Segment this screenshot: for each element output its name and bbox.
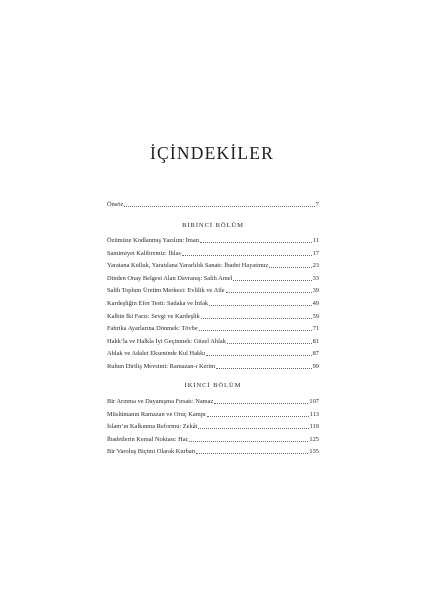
dot-leader <box>269 259 311 268</box>
toc-entry-title: Hakk’la ve Halkla İyi Geçinmek: Güzel Ahlak <box>107 337 226 345</box>
toc-entry[interactable] <box>107 444 319 457</box>
dot-leader <box>206 347 311 356</box>
toc-entry-page: 23 <box>312 262 319 270</box>
toc-entry-page: 11 <box>312 237 319 244</box>
toc-entry[interactable] <box>107 296 319 309</box>
toc-entry-page: 119 <box>309 423 319 431</box>
dot-leader <box>124 198 314 207</box>
dot-leader <box>233 272 311 281</box>
toc-entry[interactable] <box>107 346 319 359</box>
page-title: İÇİNDEKİLER <box>149 143 274 163</box>
toc-entry-preface[interactable] <box>107 197 319 210</box>
dot-leader <box>226 284 312 293</box>
toc-entry[interactable] <box>107 359 319 372</box>
section-heading-1: BİRİNCİ BÖLÜM <box>182 222 244 229</box>
toc-entry-page: 17 <box>312 249 319 257</box>
dot-leader <box>200 234 312 243</box>
toc-entry-title: Fabrika Ayarlarına Dönmek: Tövbe <box>107 325 198 333</box>
toc-entry-title: İbadetlerin Kemal Noktası: Hac <box>107 435 189 443</box>
toc-entry-page: 113 <box>309 410 319 418</box>
toc-entry-title: Kalbin İki Farzı: Sevgi ve Kardeşlik <box>107 312 200 320</box>
toc-entry-page: 39 <box>312 287 319 295</box>
section-heading-2: İKİNCİ BÖLÜM <box>184 382 242 389</box>
toc-entry[interactable] <box>107 246 319 259</box>
toc-entry-title: Müslümanın Ramazan ve Oruç Kampı <box>107 410 206 418</box>
toc-entry-title: Önsöz <box>107 201 124 208</box>
toc-entry-page: 33 <box>312 274 319 282</box>
toc-entry-title: Salih Toplum Üretim Merkezi: Evlilik ve Aile <box>107 287 225 295</box>
toc-entry-page: 87 <box>312 350 319 358</box>
toc-entry-page: 99 <box>312 362 319 370</box>
toc-entry[interactable] <box>107 233 319 246</box>
toc-entry[interactable] <box>107 407 319 420</box>
toc-entry-page: 135 <box>309 448 319 456</box>
dot-leader <box>227 335 312 344</box>
toc-entry-title: Samimiyet Kalibremiz: İhlas <box>107 249 181 257</box>
toc-entry-page: 71 <box>312 325 319 333</box>
toc-entry-title: Ruhun Diriliş Mevsimi: Ramazan-ı Kerim <box>107 362 216 370</box>
dot-leader <box>209 297 311 306</box>
toc-section-1 <box>107 233 319 372</box>
dot-leader <box>214 395 308 404</box>
toc-entry[interactable] <box>107 334 319 347</box>
toc-entry-page: 59 <box>312 312 319 320</box>
toc-entry[interactable] <box>107 309 319 322</box>
toc-entry-title: Özümüze Kodlanmış Yazılım: İman <box>107 237 199 244</box>
toc-entry[interactable] <box>107 419 319 432</box>
toc-entry-title: Bir Varoluş Biçimi Olarak Kurban <box>107 448 195 456</box>
toc-entry[interactable] <box>107 283 319 296</box>
toc-entry[interactable] <box>107 321 319 334</box>
dot-leader <box>189 433 308 442</box>
toc-entry-page: 107 <box>309 398 319 405</box>
toc-entry-title: Ahlak ve Adalet Ekseninde Kul Hakkı <box>107 350 206 358</box>
dot-leader <box>199 322 312 331</box>
toc-entry[interactable] <box>107 432 319 445</box>
toc-entry-page: 81 <box>312 337 319 345</box>
toc-entry-title: Dinden Onay Belgesi Alan Davranış: Salih Amel <box>107 274 233 282</box>
toc-entry[interactable] <box>107 271 319 284</box>
toc-entry[interactable] <box>107 258 319 271</box>
dot-leader <box>198 420 308 429</box>
toc-section-2 <box>107 394 319 457</box>
toc-entry-page: 49 <box>312 299 319 307</box>
toc-entry-title: Kardeşliğin Efor Testi: Sadaka ve İnfak <box>107 299 209 307</box>
toc-entry-page: 7 <box>315 201 319 208</box>
toc-entry-page: 125 <box>309 435 319 443</box>
toc-entry-title: Yaratana Kulluk, Yaratılana Yararlılık Sanatı: İbadet Hayatımız <box>107 262 269 270</box>
dot-leader <box>196 445 308 454</box>
toc-entry-title: İslam’ın Kalkınma Reformu: Zekât <box>107 423 198 431</box>
dot-leader <box>182 247 312 256</box>
dot-leader <box>216 360 311 369</box>
toc-preface <box>107 197 319 210</box>
dot-leader <box>201 310 312 319</box>
dot-leader <box>207 408 309 417</box>
toc-entry[interactable] <box>107 394 319 407</box>
toc-entry-title: Bir Arınma ve Dayanışma Fırsatı: Namaz <box>107 398 214 405</box>
